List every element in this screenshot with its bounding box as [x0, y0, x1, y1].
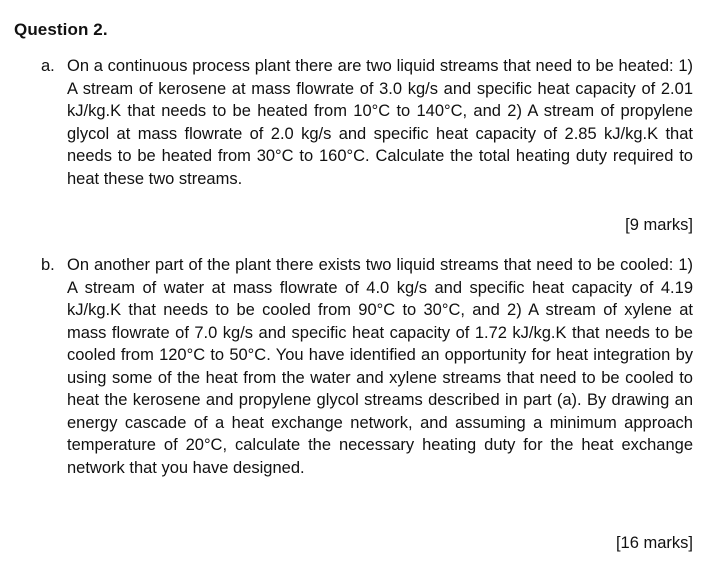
part-b-text: On another part of the plant there exists two liquid streams that need to be cooled: 1) A stream of water at mass flowrate of 4.0 kg/s and specific heat capacity of 4.19 kJ/kg.K that needs to be cooled from 90°C to 30°C, and 2) A stream of xylene at mass flowrate of 7.0 kg/s and specific heat capacity of 1.72 kJ/kg.K that needs to be cooled from 120°C to 50°C. You have identified an opportunity for heat integration by using some of the heat from the water and xylene streams that need to be cooled to heat the kerosene and propylene glycol streams described in part (a). By drawing an energy cascade of a heat exchange network, and assuming a minimum approach temperature of 20°C, calculate the necessary heating duty for the heat exchange network that you have designed.: [67, 256, 693, 477]
part-a-text: On a continuous process plant there are two liquid streams that need to be heated: 1) A stream of kerosene at mass flowrate of 3.0 kg/s and specific heat capacity of 2.01 kJ/kg.K that needs to be heated from 10°C to 140°C, and 2) A stream of propylene glycol at mass flowrate of 2.0 kg/s and specific heat capacity of 2.85 kJ/kg.K that needs to be heated from 30°C to 160°C. Calculate the total heating duty required to heat these two streams.: [67, 57, 693, 188]
part-a-marks: [9 marks]: [625, 216, 693, 234]
part-b-label: b.: [41, 256, 55, 274]
part-b-marks: [16 marks]: [615, 534, 693, 552]
part-a-label: a.: [41, 57, 55, 75]
question-title: Question 2.: [14, 20, 108, 39]
